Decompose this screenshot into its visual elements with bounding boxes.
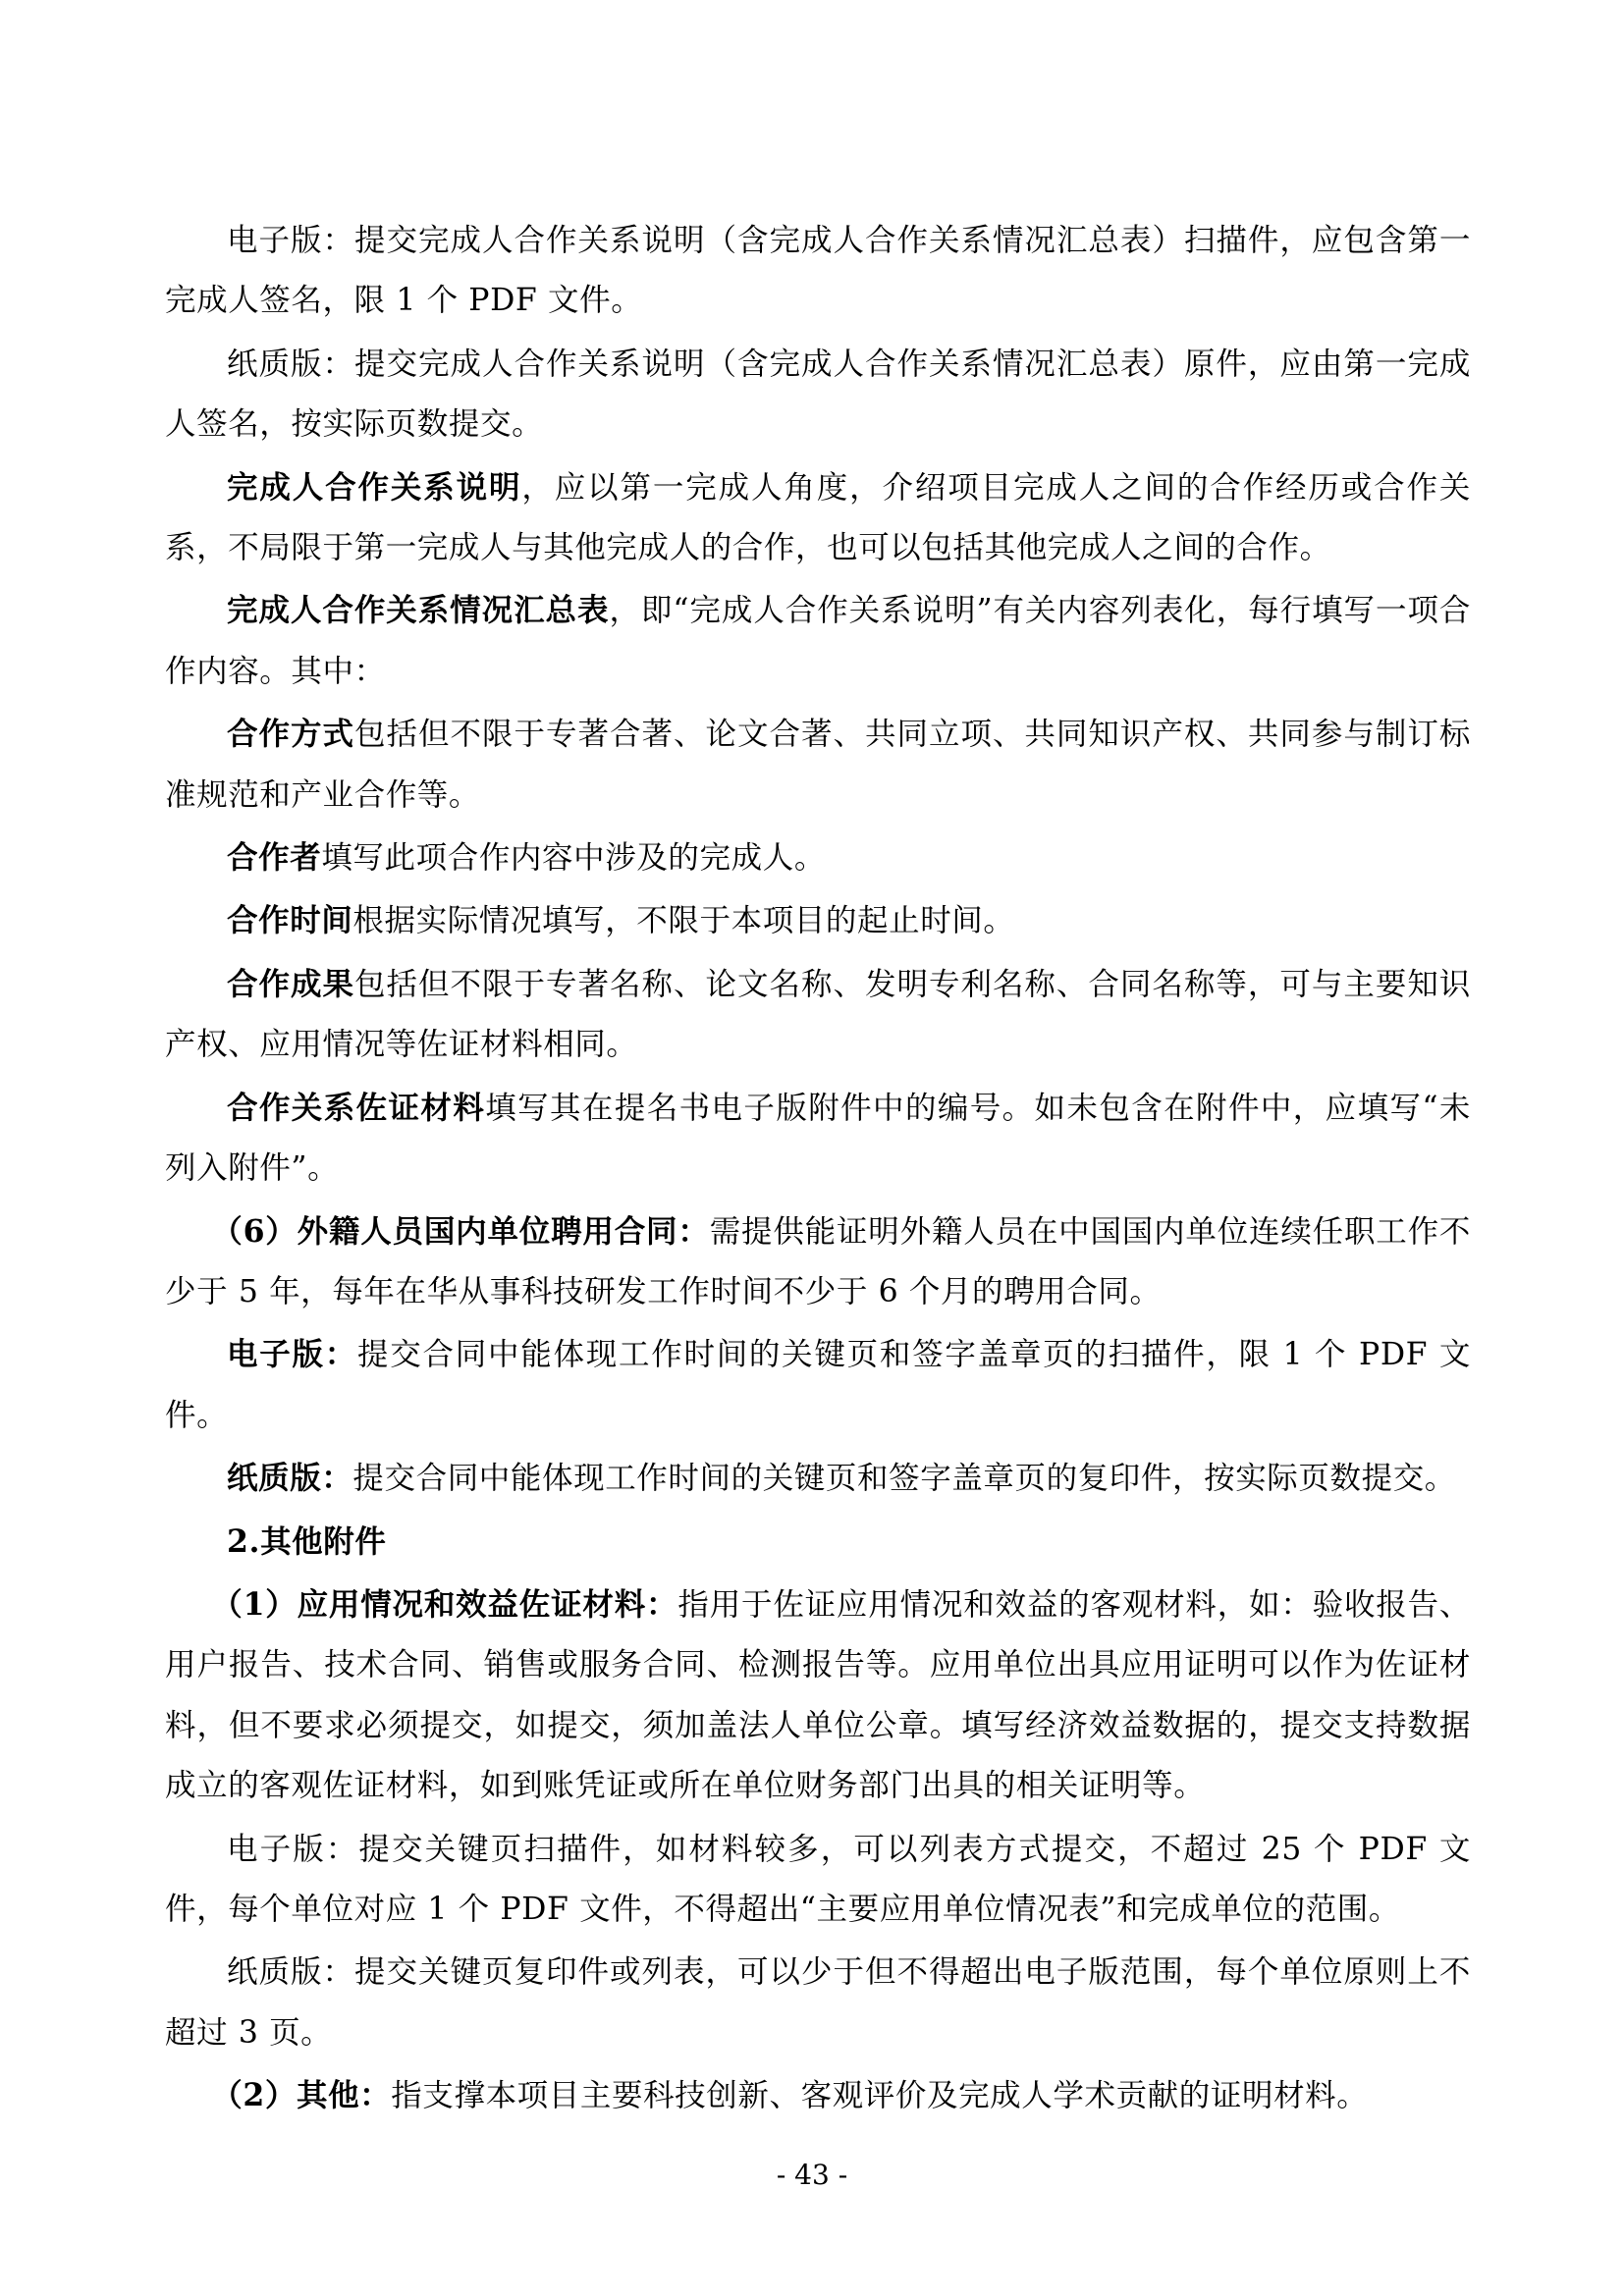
paragraph-12 xyxy=(165,1448,1471,1509)
paragraph-3 xyxy=(165,457,1471,579)
paragraph-3-text: ，应以第一完成人角度，介绍项目完成人之间的合作经历或合作关系，不局限于第一完成人与其他完成人的合作，也可以包括其他完成人之间的合作。 xyxy=(165,469,1472,566)
paragraph-9 xyxy=(165,1078,1471,1200)
paragraph-7 xyxy=(165,890,1471,951)
paragraph-12-lead: 纸质版： xyxy=(227,1460,353,1497)
paragraph-15-text: 电子版：提交关键页扫描件，如材料较多，可以列表方式提交，不超过 25 个 PDF 文件，每个单位对应 1 个 PDF 文件，不得超出“主要应用单位情况表”和完成单位的范围。 xyxy=(165,1831,1471,1927)
paragraph-6-lead: 合作者 xyxy=(227,839,322,877)
paragraph-5-text: 包括但不限于专著合著、论文合著、共同立项、共同知识产权、共同参与制订标准规范和产业合作等。 xyxy=(165,717,1471,813)
paragraph-8-text: 包括但不限于专著名称、论文名称、发明专利名称、合同名称等，可与主要知识产权、应用情况等佐证材料相同。 xyxy=(165,966,1471,1063)
paragraph-10-text: 需提供能证明外籍人员在中国国内单位连续任职工作不少于 5 年，每年在华从事科技研发工作时间不少于 6 个月的聘用合同。 xyxy=(165,1213,1471,1309)
paragraph-4-lead: 完成人合作关系情况汇总表 xyxy=(227,592,610,629)
paragraph-11 xyxy=(165,1324,1471,1446)
paragraph-9-text: 填写其在提名书电子版附件中的编号。如未包含在附件中，应填写“未列入附件”。 xyxy=(165,1090,1471,1187)
section-heading-other-attachments xyxy=(165,1512,1471,1573)
paragraph-17 xyxy=(165,2065,1471,2126)
page-number: - 43 - xyxy=(776,2159,848,2191)
paragraph-14-text: 指用于佐证应用情况和效益的客观材料，如：验收报告、用户报告、技术合同、销售或服务合同、检测报告等。应用单位出具应用证明可以作为佐证材料，但不要求必须提交，如提交，须加盖法人单位公章。填写经济效益数据的，提交支持数据成立的客观佐证材料，如到账凭证或所在单位财务部门出具的相关证明等。 xyxy=(165,1586,1471,1804)
paragraph-10 xyxy=(165,1201,1471,1323)
paragraph-6 xyxy=(165,828,1471,888)
section-heading-lead: 2.其他附件 xyxy=(227,1522,387,1560)
paragraph-11-text: 提交合同中能体现工作时间的关键页和签字盖章页的扫描件，限 1 个 PDF 文件。 xyxy=(165,1337,1471,1433)
paragraph-3-lead: 完成人合作关系说明 xyxy=(227,468,522,506)
paragraph-17-lead: （2）其他： xyxy=(211,2077,392,2114)
paragraph-7-lead: 合作时间 xyxy=(227,902,353,939)
paragraph-1-text: 电子版：提交完成人合作关系说明（含完成人合作关系情况汇总表）扫描件，应包含第一完成人签名，限 1 个 PDF 文件。 xyxy=(165,223,1471,319)
paragraph-2 xyxy=(165,334,1471,455)
page-body xyxy=(165,210,1471,2129)
paragraph-16 xyxy=(165,1942,1471,2063)
paragraph-14-lead: （1）应用情况和效益佐证材料： xyxy=(211,1585,678,1623)
paragraph-8-lead: 合作成果 xyxy=(227,965,354,1002)
paragraph-9-lead: 合作关系佐证材料 xyxy=(227,1089,486,1126)
paragraph-16-text: 纸质版：提交关键页复印件或列表，可以少于但不得超出电子版范围，每个单位原则上不超过 3 页。 xyxy=(165,1954,1471,2051)
paragraph-4 xyxy=(165,580,1471,702)
paragraph-15 xyxy=(165,1819,1471,1941)
paragraph-1 xyxy=(165,210,1471,332)
paragraph-6-text: 填写此项合作内容中涉及的完成人。 xyxy=(321,840,826,877)
paragraph-5-lead: 合作方式 xyxy=(227,716,354,753)
paragraph-5 xyxy=(165,704,1471,826)
paragraph-2-text: 纸质版：提交完成人合作关系说明（含完成人合作关系情况汇总表）原件，应由第一完成人签名，按实际页数提交。 xyxy=(165,346,1471,443)
paragraph-12-text: 提交合同中能体现工作时间的关键页和签字盖章页的复印件，按实际页数提交。 xyxy=(352,1461,1456,1497)
paragraph-17-text: 指支撑本项目主要科技创新、客观评价及完成人学术贡献的证明材料。 xyxy=(391,2078,1369,2114)
paragraph-14 xyxy=(165,1575,1471,1817)
paragraph-11-lead: 电子版： xyxy=(227,1336,357,1373)
paragraph-4-text: ，即“完成人合作关系说明”有关内容列表化，每行填写一项合作内容。其中： xyxy=(165,593,1472,689)
paragraph-8 xyxy=(165,954,1471,1076)
paragraph-7-text: 根据实际情况填写，不限于本项目的起止时间。 xyxy=(352,903,1015,939)
paragraph-10-lead: （6）外籍人员国内单位聘用合同： xyxy=(211,1212,710,1250)
